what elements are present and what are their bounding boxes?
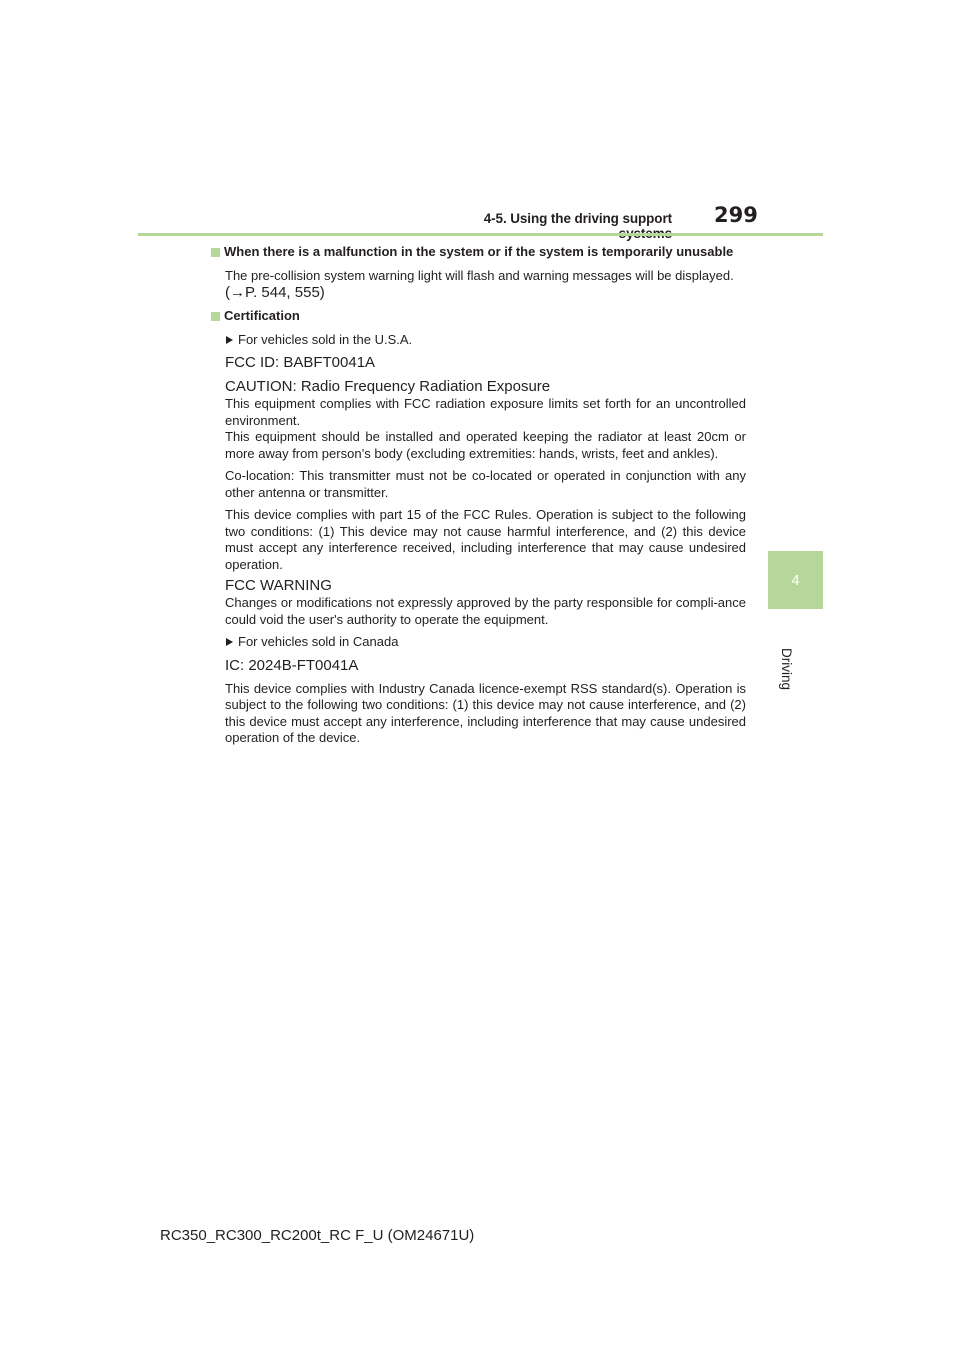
triangle-bullet-icon (226, 336, 233, 344)
page-number: 299 (714, 203, 758, 227)
colocation-paragraph: Co-location: This transmitter must not be co-located or operated in conjunction with any other antenna or transmitter. (225, 468, 746, 500)
malfunction-heading: When there is a malfunction in the system or if the system is temporarily unusable (211, 244, 746, 261)
canada-bullet: For vehicles sold in Canada (225, 634, 746, 651)
canada-paragraph: This device complies with Industry Canada licence-exempt RSS standard(s). Operation is subject to the following two conditions: (1) this device may not cause interference, and (2) this device must accept any interference, including interference that may cause undesired operation of the device. (225, 680, 746, 745)
usa-bullet: For vehicles sold in the U.S.A. (225, 332, 746, 349)
triangle-bullet-icon (226, 638, 233, 646)
certification-heading: Certification (211, 308, 746, 325)
chapter-number: 4 (791, 571, 800, 589)
ic-id: IC: 2024B-FT0041A (225, 656, 359, 674)
fcc-warning-title: FCC WARNING (225, 577, 332, 594)
square-bullet-icon (211, 248, 220, 257)
malfunction-block (211, 268, 746, 303)
square-bullet-icon (211, 312, 220, 321)
malfunction-text: The pre-collision system warning light will flash and warning messages will be displayed. (225, 267, 734, 283)
section-title: 4-5. Using the driving support (483, 211, 672, 226)
caution-paragraph-1: This equipment complies with FCC radiation exposure limits set forth for an uncontrolled environment. (225, 396, 746, 428)
malfunction-page-ref: (→P. 544, 555) (225, 284, 325, 301)
header-rule (138, 233, 823, 236)
fcc-id: FCC ID: BABFT0041A (225, 354, 376, 371)
caution-title: CAUTION: Radio Frequency Radiation Exposure (225, 378, 551, 395)
caution-paragraph-2: This equipment should be installed and operated keeping the radiator at least 20cm or more away from person’s body (excluding extremities: hands, wrists, feet and ankles). (225, 429, 746, 461)
part15-paragraph: This device complies with part 15 of the FCC Rules. Operation is subject to the following two conditions: (1) This device may not cause harmful interference, and (2) this device must accept any interference received, including interference that may cause undesired operation. (225, 507, 746, 572)
main-content (211, 244, 746, 747)
chapter-label: Driving (779, 648, 794, 691)
chapter-tab (768, 551, 823, 609)
usa-certification-block (211, 354, 746, 628)
fcc-warning-text: Changes or modifications not expressly approved by the party responsible for compli-ance could void the user's authority to operate the equipment. (225, 595, 746, 627)
canada-certification-block (211, 657, 746, 747)
model-code-footer: RC350_RC300_RC200t_RC F_U (OM24671U) (160, 1227, 475, 1244)
